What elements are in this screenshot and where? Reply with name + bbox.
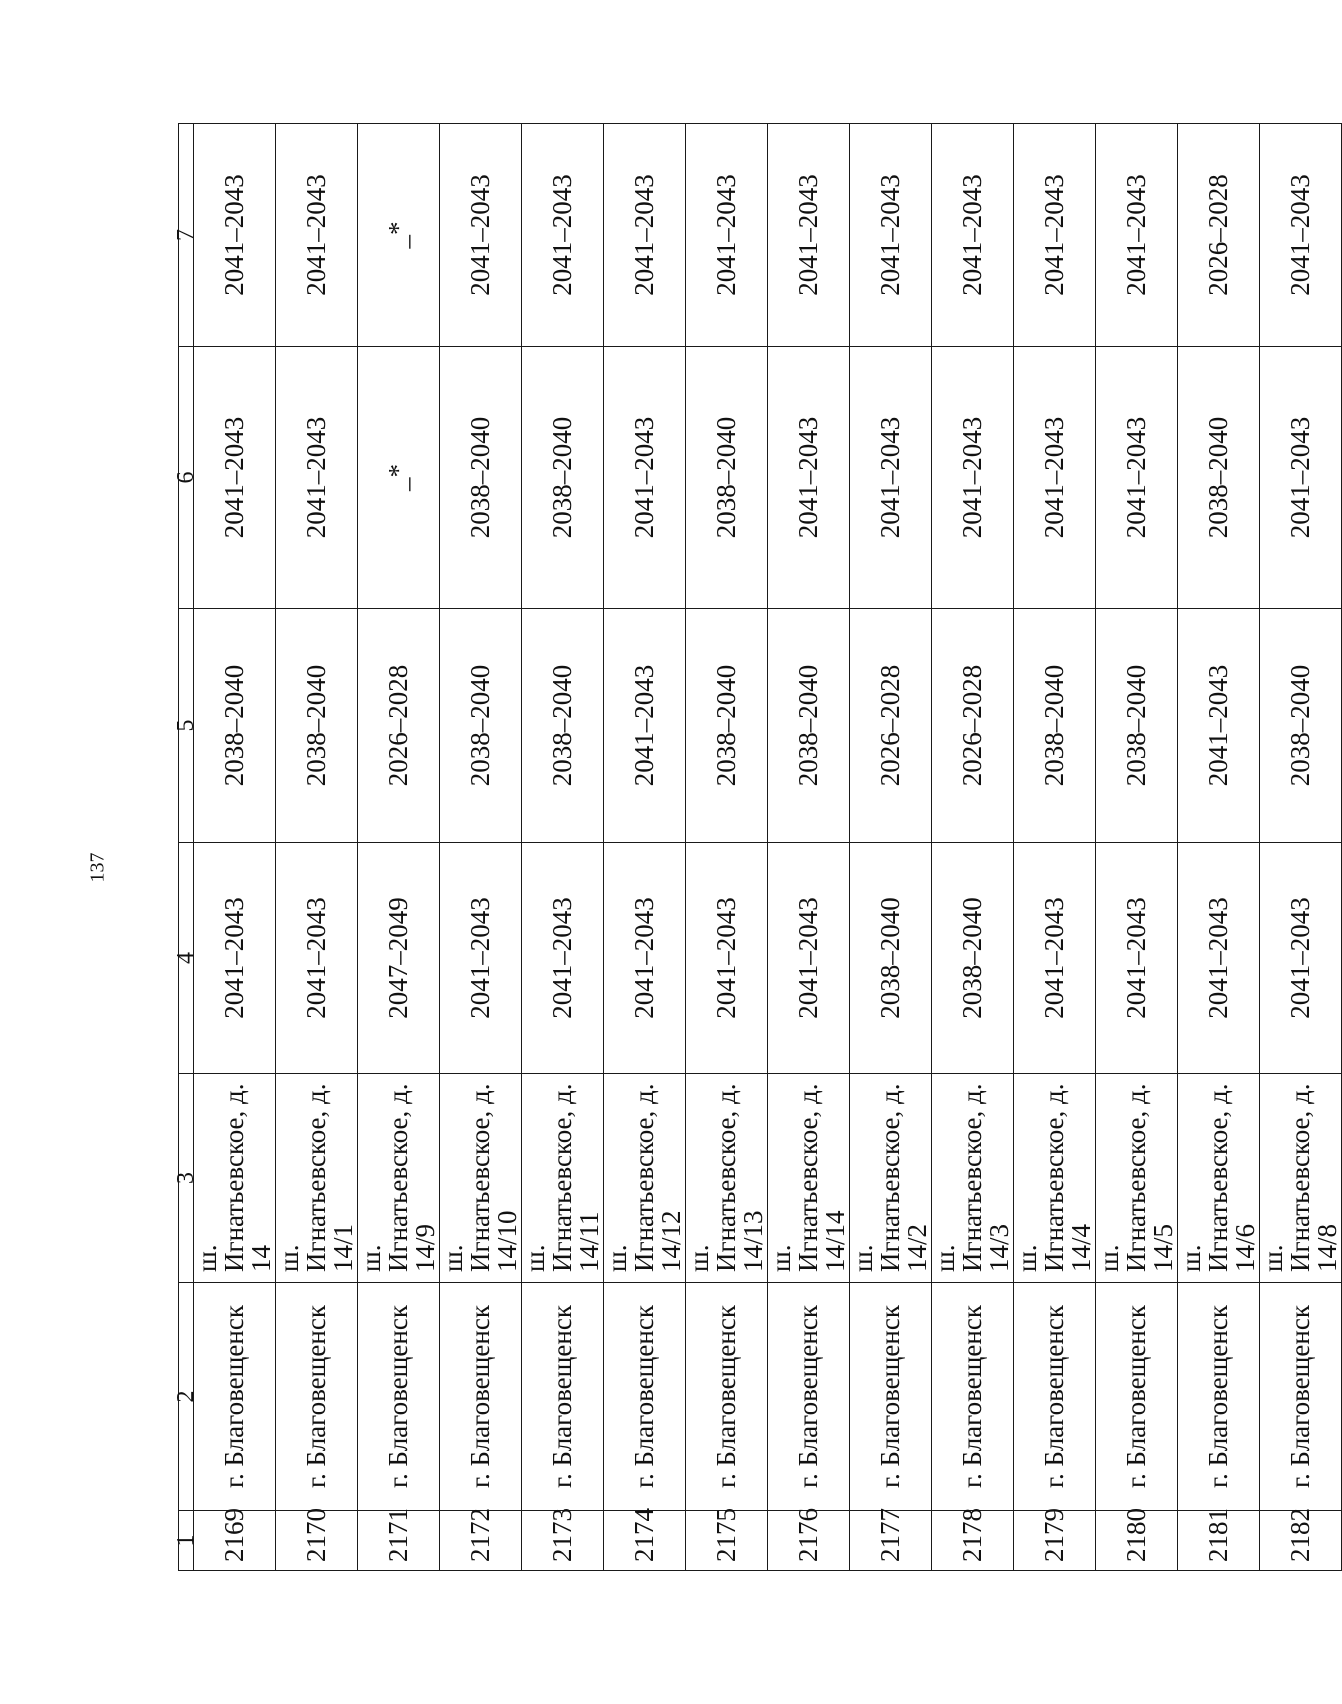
city-cell: г. Благовещенск xyxy=(440,1283,522,1511)
table-row xyxy=(932,124,1014,1571)
period-cell-col6: 2041–2043 xyxy=(850,347,932,609)
period-cell-col7: 2041–2043 xyxy=(1096,124,1178,347)
row-number-cell: 2173 xyxy=(522,1511,604,1571)
city-cell: г. Благовещенск xyxy=(1178,1283,1260,1511)
period-cell-col4: 2038–2040 xyxy=(850,843,932,1074)
city-cell: г. Благовещенск xyxy=(768,1283,850,1511)
table-body xyxy=(194,124,1342,1571)
row-number-cell: 2179 xyxy=(1014,1511,1096,1571)
city-cell: г. Благовещенск xyxy=(276,1283,358,1511)
period-cell-col5: 2041–2043 xyxy=(1178,609,1260,843)
period-cell-col4: 2041–2043 xyxy=(522,843,604,1074)
period-cell-col7: 2041–2043 xyxy=(768,124,850,347)
row-number-cell: 2176 xyxy=(768,1511,850,1571)
period-cell-col7: 2041–2043 xyxy=(276,124,358,347)
period-cell-col7: 2041–2043 xyxy=(686,124,768,347)
period-cell-col5: 2038–2040 xyxy=(1260,609,1342,843)
period-cell-col6: 2041–2043 xyxy=(276,347,358,609)
address-cell: ш. Игнатьевское, д. 14/9 xyxy=(358,1074,440,1283)
address-cell: ш. Игнатьевское, д. 14/13 xyxy=(686,1074,768,1283)
table-row xyxy=(604,124,686,1571)
period-cell-col6: 2038–2040 xyxy=(686,347,768,609)
period-cell-col6: 2038–2040 xyxy=(522,347,604,609)
header-cell: 2 xyxy=(179,1283,194,1511)
period-cell-col4: 2041–2043 xyxy=(440,843,522,1074)
period-cell-col4: 2041–2043 xyxy=(1178,843,1260,1074)
city-cell: г. Благовещенск xyxy=(604,1283,686,1511)
row-number-cell: 2178 xyxy=(932,1511,1014,1571)
table-row xyxy=(1096,124,1178,1571)
period-cell-col7: 2041–2043 xyxy=(1014,124,1096,347)
row-number-cell: 2169 xyxy=(194,1511,276,1571)
table-row xyxy=(686,124,768,1571)
period-cell-col7: _* xyxy=(358,124,440,347)
period-cell-col6: 2041–2043 xyxy=(1260,347,1342,609)
period-cell-col5: 2026–2028 xyxy=(932,609,1014,843)
period-cell-col4: 2041–2043 xyxy=(1014,843,1096,1074)
address-cell: ш. Игнатьевское, д. 14/8 xyxy=(1260,1074,1342,1283)
address-cell: ш. Игнатьевское, д. 14/12 xyxy=(604,1074,686,1283)
address-cell: ш. Игнатьевское, д. 14/14 xyxy=(768,1074,850,1283)
period-cell-col7: 2026–2028 xyxy=(1178,124,1260,347)
data-table xyxy=(173,123,1342,1571)
period-cell-col6: 2038–2040 xyxy=(1178,347,1260,609)
row-number-cell: 2174 xyxy=(604,1511,686,1571)
city-cell: г. Благовещенск xyxy=(1260,1283,1342,1511)
period-cell-col7: 2041–2043 xyxy=(604,124,686,347)
row-number-cell: 2181 xyxy=(1178,1511,1260,1571)
table-row xyxy=(1178,124,1260,1571)
header-cell: 6 xyxy=(179,347,194,609)
table-row xyxy=(1260,124,1342,1571)
table-row xyxy=(522,124,604,1571)
period-cell-col6: 2041–2043 xyxy=(604,347,686,609)
period-cell-col6: 2041–2043 xyxy=(194,347,276,609)
period-cell-col6: 2041–2043 xyxy=(1096,347,1178,609)
period-cell-col5: 2026–2028 xyxy=(850,609,932,843)
period-cell-col5: 2038–2040 xyxy=(768,609,850,843)
address-cell: ш. Игнатьевское, д. 14/5 xyxy=(1096,1074,1178,1283)
period-cell-col4: 2041–2043 xyxy=(768,843,850,1074)
city-cell: г. Благовещенск xyxy=(932,1283,1014,1511)
address-cell: ш. Игнатьевское, д. 14/6 xyxy=(1178,1074,1260,1283)
period-cell-col5: 2038–2040 xyxy=(1014,609,1096,843)
address-cell: ш. Игнатьевское, д. 14/3 xyxy=(932,1074,1014,1283)
period-cell-col4: 2041–2043 xyxy=(1260,843,1342,1074)
period-cell-col7: 2041–2043 xyxy=(194,124,276,347)
period-cell-col5: 2038–2040 xyxy=(276,609,358,843)
table-row xyxy=(850,124,932,1571)
period-cell-col6: 2041–2043 xyxy=(1014,347,1096,609)
row-number-cell: 2177 xyxy=(850,1511,932,1571)
period-cell-col5: 2038–2040 xyxy=(440,609,522,843)
period-cell-col5: 2041–2043 xyxy=(604,609,686,843)
city-cell: г. Благовещенск xyxy=(522,1283,604,1511)
row-number-cell: 2182 xyxy=(1260,1511,1342,1571)
period-cell-col6: 2041–2043 xyxy=(768,347,850,609)
period-cell-col7: 2041–2043 xyxy=(522,124,604,347)
table-row xyxy=(358,124,440,1571)
period-cell-col6: 2041–2043 xyxy=(932,347,1014,609)
address-cell: ш. Игнатьевское, д. 14/10 xyxy=(440,1074,522,1283)
page-number: 137 xyxy=(86,852,109,883)
header-cell: 3 xyxy=(179,1074,194,1283)
period-cell-col4: 2041–2043 xyxy=(1096,843,1178,1074)
header-cell: 4 xyxy=(179,843,194,1074)
header-cell: 5 xyxy=(179,609,194,843)
period-cell-col4: 2047–2049 xyxy=(358,843,440,1074)
period-cell-col5: 2038–2040 xyxy=(194,609,276,843)
city-cell: г. Благовещенск xyxy=(1096,1283,1178,1511)
header-cell: 1 xyxy=(179,1511,194,1571)
city-cell: г. Благовещенск xyxy=(358,1283,440,1511)
city-cell: г. Благовещенск xyxy=(194,1283,276,1511)
period-cell-col6: _* xyxy=(358,347,440,609)
period-cell-col4: 2041–2043 xyxy=(686,843,768,1074)
period-cell-col4: 2041–2043 xyxy=(604,843,686,1074)
address-cell: ш. Игнатьевское, д. 14 xyxy=(194,1074,276,1283)
period-cell-col5: 2038–2040 xyxy=(1096,609,1178,843)
period-cell-col4: 2041–2043 xyxy=(194,843,276,1074)
address-cell: ш. Игнатьевское, д. 14/4 xyxy=(1014,1074,1096,1283)
table-row xyxy=(440,124,522,1571)
row-number-cell: 2170 xyxy=(276,1511,358,1571)
table-row xyxy=(276,124,358,1571)
period-cell-col7: 2041–2043 xyxy=(1260,124,1342,347)
table-row xyxy=(194,124,276,1571)
table-row xyxy=(1014,124,1096,1571)
row-number-cell: 2171 xyxy=(358,1511,440,1571)
period-cell-col4: 2038–2040 xyxy=(932,843,1014,1074)
period-cell-col5: 2038–2040 xyxy=(522,609,604,843)
row-number-cell: 2172 xyxy=(440,1511,522,1571)
header-cell: 7 xyxy=(179,124,194,347)
rotated-table-frame xyxy=(173,124,1342,1571)
period-cell-col5: 2026–2028 xyxy=(358,609,440,843)
period-cell-col7: 2041–2043 xyxy=(440,124,522,347)
period-cell-col5: 2038–2040 xyxy=(686,609,768,843)
period-cell-col7: 2041–2043 xyxy=(850,124,932,347)
row-number-cell: 2180 xyxy=(1096,1511,1178,1571)
address-cell: ш. Игнатьевское, д. 14/1 xyxy=(276,1074,358,1283)
period-cell-col6: 2038–2040 xyxy=(440,347,522,609)
header-row xyxy=(179,124,194,1571)
city-cell: г. Благовещенск xyxy=(1014,1283,1096,1511)
city-cell: г. Благовещенск xyxy=(686,1283,768,1511)
period-cell-col7: 2041–2043 xyxy=(932,124,1014,347)
address-cell: ш. Игнатьевское, д. 14/11 xyxy=(522,1074,604,1283)
city-cell: г. Благовещенск xyxy=(850,1283,932,1511)
row-number-cell: 2175 xyxy=(686,1511,768,1571)
address-cell: ш. Игнатьевское, д. 14/2 xyxy=(850,1074,932,1283)
table-row xyxy=(768,124,850,1571)
period-cell-col4: 2041–2043 xyxy=(276,843,358,1074)
